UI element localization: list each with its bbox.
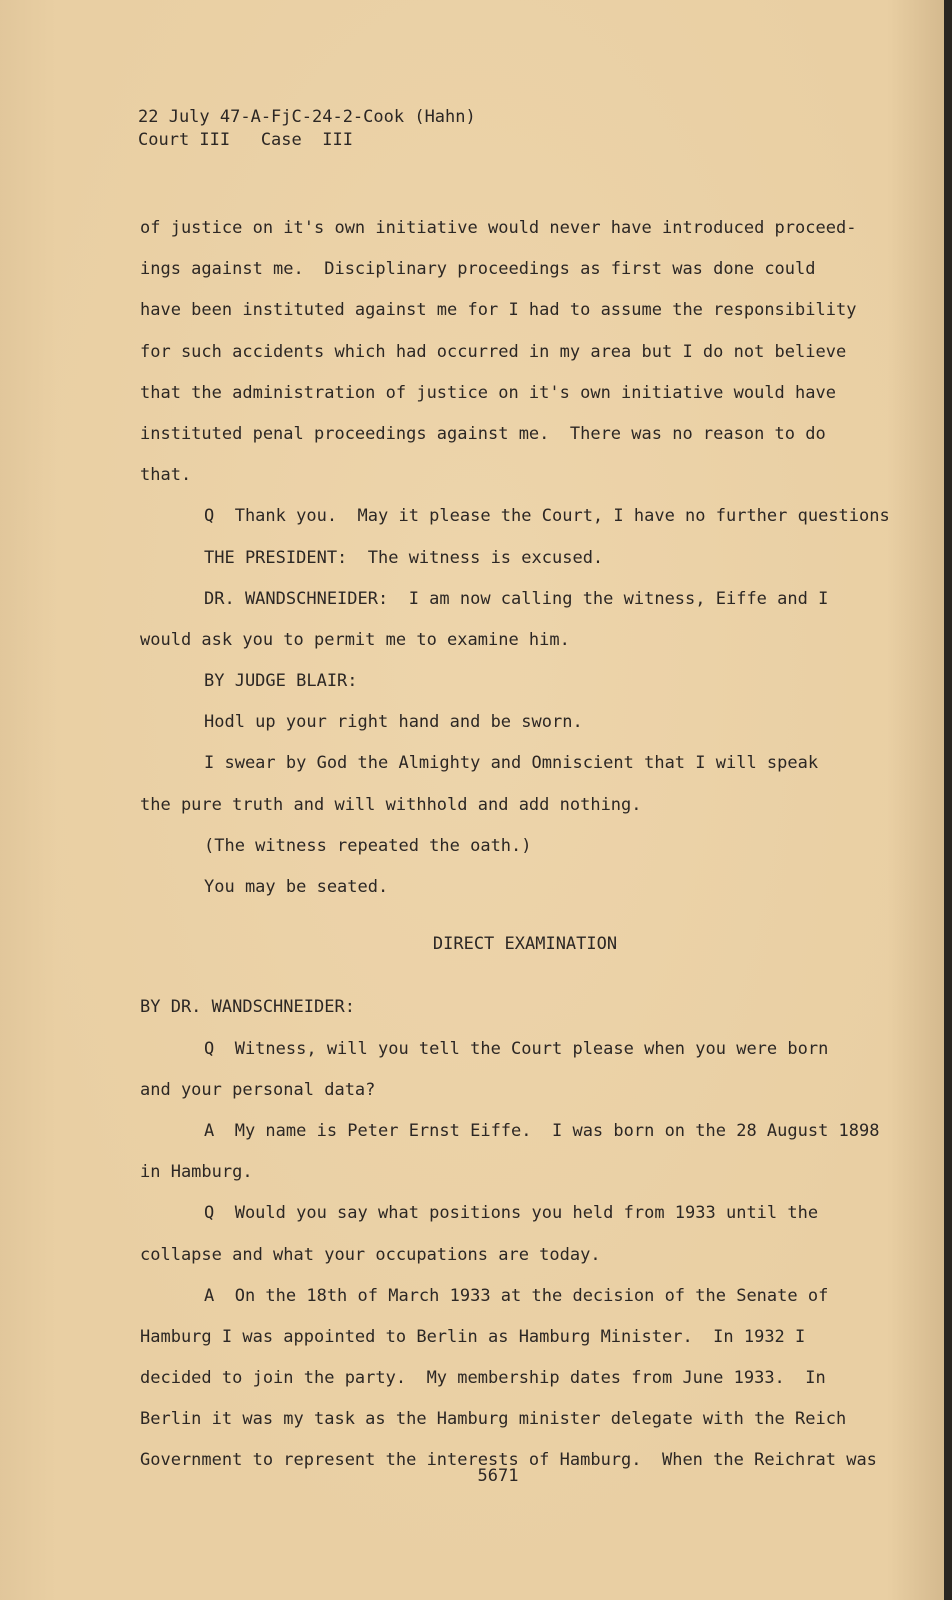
text-line: would ask you to permit me to examine him. bbox=[140, 629, 570, 650]
text-line: Hamburg I was appointed to Berlin as Hamburg Minister. In 1932 I bbox=[140, 1326, 806, 1347]
header-court-case-line: Court III Case III bbox=[138, 130, 353, 150]
text-line: that. bbox=[140, 465, 192, 486]
text-line: collapse and what your occupations are today. bbox=[140, 1244, 601, 1265]
section-heading: DIRECT EXAMINATION bbox=[432, 934, 618, 955]
text-line: of justice on it's own initiative would never have introduced proceed- bbox=[140, 218, 857, 238]
text-line: Q Would you say what positions you held from 1933 until the bbox=[204, 1203, 819, 1224]
text-line: BY DR. WANDSCHNEIDER: bbox=[140, 997, 355, 1018]
text-line: decided to join the party. My membership dates from June 1933. In bbox=[140, 1368, 826, 1389]
text-line: and your personal data? bbox=[140, 1079, 376, 1100]
text-line: A On the 18th of March 1933 at the decision of the Senate of bbox=[204, 1285, 829, 1306]
text-line: instituted penal proceedings against me. There was no reason to do bbox=[140, 423, 826, 444]
text-line: have been instituted against me for I had to assume the responsibility bbox=[140, 300, 857, 321]
text-line: Berlin it was my task as the Hamburg minister delegate with the Reich bbox=[140, 1409, 847, 1430]
text-line: the pure truth and will withhold and add nothing. bbox=[140, 794, 642, 815]
text-line: Hodl up your right hand and be sworn. bbox=[204, 712, 583, 733]
text-line: Q Thank you. May it please the Court, I have no further questions bbox=[204, 506, 890, 527]
text-line: BY JUDGE BLAIR: bbox=[204, 671, 358, 692]
text-line: Government to represent the interests of Hamburg. When the Reichrat was bbox=[140, 1450, 877, 1471]
text-line: THE PRESIDENT: The witness is excused. bbox=[204, 547, 604, 568]
text-line: ings against me. Disciplinary proceedings as first was done could bbox=[140, 259, 816, 280]
text-line: that the administration of justice on it's own initiative would have bbox=[140, 382, 836, 403]
transcript-body bbox=[140, 208, 890, 1482]
text-line: for such accidents which had occurred in my area but I do not believe bbox=[140, 341, 847, 362]
text-line: (The witness repeated the oath.) bbox=[204, 835, 532, 856]
text-line: in Hamburg. bbox=[140, 1162, 253, 1183]
text-line: You may be seated. bbox=[204, 877, 389, 897]
text-line: DR. WANDSCHNEIDER: I am now calling the witness, Eiffe and I bbox=[204, 588, 829, 609]
document-header bbox=[138, 106, 476, 152]
header-reference-line: 22 July 47-A-FjC-24-2-Cook (Hahn) bbox=[138, 107, 476, 127]
text-line: A My name is Peter Ernst Eiffe. I was born on the 28 August 1898 bbox=[204, 1120, 880, 1141]
page-number: 5671 bbox=[477, 1466, 519, 1486]
text-line: I swear by God the Almighty and Omniscient that I will speak bbox=[204, 753, 819, 774]
text-line: Q Witness, will you tell the Court please when you were born bbox=[204, 1038, 829, 1059]
scan-edge bbox=[944, 0, 952, 1600]
